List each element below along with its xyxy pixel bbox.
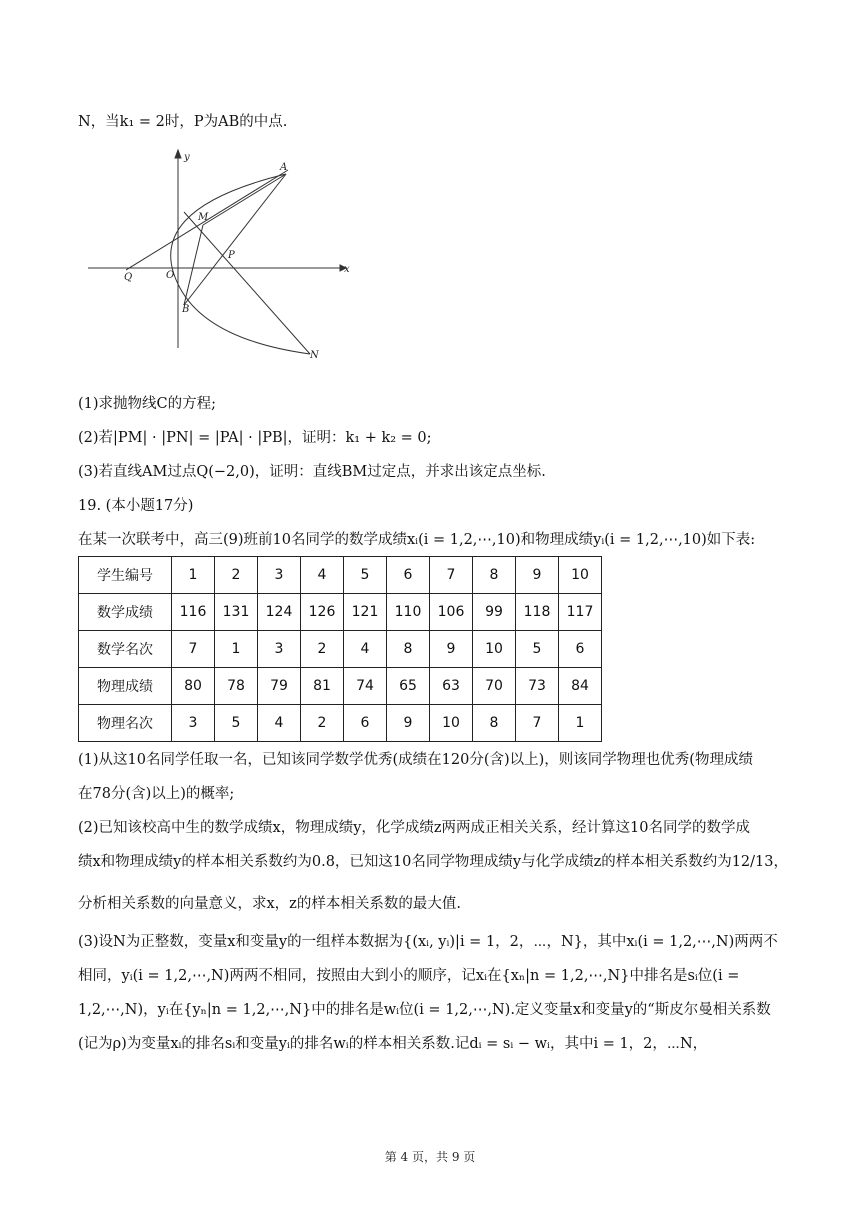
table-cell: 4	[344, 631, 387, 668]
label-P: P	[228, 250, 235, 261]
table-cell: 3	[172, 705, 215, 742]
table-cell: 78	[215, 668, 258, 705]
table-cell: 8	[473, 557, 516, 594]
table-cell: 124	[258, 594, 301, 631]
table-cell: 6	[559, 631, 602, 668]
table-cell: 2	[215, 557, 258, 594]
line-MA	[203, 174, 286, 225]
table-cell: 63	[430, 668, 473, 705]
table-cell: 70	[473, 668, 516, 705]
table-cell: 131	[215, 594, 258, 631]
label-y: y	[184, 152, 190, 163]
table-cell: 1	[172, 557, 215, 594]
row-header: 数学名次	[79, 631, 172, 668]
table-cell: 117	[559, 594, 602, 631]
label-O: O	[166, 270, 175, 281]
table-cell: 10	[430, 705, 473, 742]
y-axis-arrow	[175, 150, 181, 158]
table-cell: 110	[387, 594, 430, 631]
table-cell: 126	[301, 594, 344, 631]
q19-intro: 在某一次联考中，高三(9)班前10名同学的数学成绩xᵢ(i = 1,2,⋯,10)和物理成绩yᵢ(i = 1,2,⋯,10)如下表:	[78, 532, 756, 548]
table-row	[79, 557, 602, 594]
table-cell: 7	[516, 705, 559, 742]
q19-line-3: (2)已知该校高中生的数学成绩x，物理成绩y，化学成绩z两两成正相关关系，经计算这10名同学的数学成	[78, 820, 750, 836]
table-cell: 5	[215, 705, 258, 742]
table-cell: 5	[344, 557, 387, 594]
label-B: B	[182, 304, 190, 315]
row-header: 物理成绩	[79, 668, 172, 705]
table-cell: 10	[559, 557, 602, 594]
table-cell: 65	[387, 668, 430, 705]
label-N: N	[310, 350, 319, 361]
label-A: A	[280, 162, 288, 173]
table-row	[79, 668, 602, 705]
q19-line-2: 在78分(含)以上)的概率;	[78, 786, 235, 802]
q19-line-8: 1,2,⋯,N)，yᵢ在{yₙ|n = 1,2,⋯,N}中的排名是wᵢ位(i = 1,2,⋯,N).定义变量x和变量y的“斯皮尔曼相关系数	[78, 1002, 771, 1018]
table-cell: 6	[387, 557, 430, 594]
page-footer: 第 4 页，共 9 页	[384, 1150, 476, 1164]
q19-header: 19. (本小题17分)	[78, 498, 194, 514]
table-cell: 10	[473, 631, 516, 668]
q19-line-6: (3)设N为正整数，变量x和变量y的一组样本数据为{(xᵢ, yᵢ)|i = 1，2，⋯，N}，其中xᵢ(i = 1,2,⋯,N)两两不	[78, 934, 778, 950]
table-cell: 116	[172, 594, 215, 631]
table-cell: 79	[258, 668, 301, 705]
table-cell: 4	[301, 557, 344, 594]
table-cell: 9	[387, 705, 430, 742]
table-cell: 3	[258, 631, 301, 668]
row-header: 数学成绩	[79, 594, 172, 631]
intro-line: N，当k₁ = 2时，P为AB的中点.	[78, 114, 288, 130]
q19-line-9: (记为ρ)为变量xᵢ的排名sᵢ和变量yᵢ的排名wᵢ的样本相关系数.记dᵢ = sᵢ − wᵢ，其中i = 1，2，⋯N，	[78, 1036, 708, 1052]
table-cell: 121	[344, 594, 387, 631]
q19-line-5: 分析相关系数的向量意义，求x，z的样本相关系数的最大值.	[78, 896, 461, 912]
table-cell: 7	[172, 631, 215, 668]
table-cell: 9	[430, 631, 473, 668]
table-cell: 5	[516, 631, 559, 668]
parabola-curve	[171, 174, 310, 354]
table-row	[79, 594, 602, 631]
table-cell: 81	[301, 668, 344, 705]
q19-line-7: 相同，yᵢ(i = 1,2,⋯,N)两两不相同，按照由大到小的顺序，记xᵢ在{xₙ|n = 1,2,⋯,N}中排名是sᵢ位(i =	[78, 968, 740, 984]
table-cell: 8	[473, 705, 516, 742]
parabola-figure	[88, 140, 358, 370]
q18-part-3: (3)若直线AM过点Q(−2,0)，证明：直线BM过定点，并求出该定点坐标.	[78, 464, 546, 480]
label-M: M	[198, 212, 209, 223]
row-header: 学生编号	[79, 557, 172, 594]
table-cell: 2	[301, 631, 344, 668]
table-cell: 99	[473, 594, 516, 631]
table-row	[79, 705, 602, 742]
row-header: 物理名次	[79, 705, 172, 742]
line-MN	[184, 212, 310, 354]
q19-line-1: (1)从这10名同学任取一名，已知该同学数学优秀(成绩在120分(含)以上)，则该同学物理也优秀(物理成绩	[78, 752, 753, 768]
table-cell: 80	[172, 668, 215, 705]
table-cell: 7	[430, 557, 473, 594]
table-cell: 84	[559, 668, 602, 705]
table-cell: 4	[258, 705, 301, 742]
label-x: x	[344, 264, 350, 275]
q19-line-4: 绩x和物理成绩y的样本相关系数约为0.8，已知这10名同学物理成绩y与化学成绩z的样本相关系数约为12/13，	[78, 854, 788, 870]
table-cell: 6	[344, 705, 387, 742]
table-cell: 2	[301, 705, 344, 742]
scores-table	[78, 556, 602, 742]
q18-part-1: (1)求抛物线C的方程;	[78, 396, 217, 412]
table-cell: 73	[516, 668, 559, 705]
label-Q: Q	[124, 272, 133, 283]
table-cell: 3	[258, 557, 301, 594]
table-cell: 118	[516, 594, 559, 631]
table-cell: 74	[344, 668, 387, 705]
table-cell: 1	[559, 705, 602, 742]
table-row	[79, 631, 602, 668]
table-cell: 9	[516, 557, 559, 594]
table-cell: 8	[387, 631, 430, 668]
table-cell: 106	[430, 594, 473, 631]
q18-part-2: (2)若|PM| · |PN| = |PA| · |PB|，证明：k₁ + k₂ = 0;	[78, 430, 432, 446]
table-cell: 1	[215, 631, 258, 668]
